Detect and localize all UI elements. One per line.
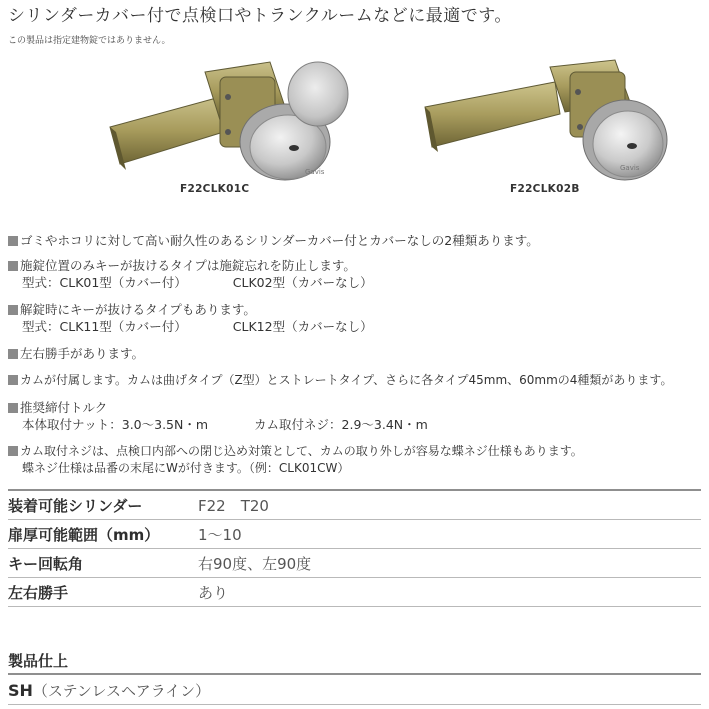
feature-item: 左右勝手があります。 — [8, 345, 144, 362]
disclaimer-note: この製品は指定建物錠ではありません。 — [8, 36, 171, 46]
finish-top-rule — [8, 673, 701, 675]
finish-value — [8, 680, 210, 701]
bullet-square-icon — [8, 305, 18, 315]
bullet-square-icon — [8, 403, 18, 413]
product-caption-1: F22CLK01C — [180, 183, 250, 195]
bullet-square-icon — [8, 261, 18, 271]
spec-value: あり — [198, 584, 229, 602]
bullet-square-icon — [8, 446, 18, 456]
spec-label: 扉厚可能範囲（mm） — [8, 526, 160, 544]
finish-desc: （ステンレスヘアライン） — [32, 682, 211, 700]
spec-row — [8, 549, 701, 578]
feature-item: ゴミやホコリに対して高い耐久性のあるシリンダーカバー付とカバーなしの2種類あります。 — [8, 232, 539, 249]
bullet-square-icon — [8, 349, 18, 359]
spec-label: キー回転角 — [8, 555, 84, 573]
spec-value: 右90度、左90度 — [198, 555, 312, 573]
spec-row — [8, 491, 701, 520]
feature-item: カム取付ネジは、点検口内部への閉じ込め対策として、カムの取り外しが容易な蝶ネジ仕様もあります。 蝶ネジ仕様は品番の末尾にWが付きます。（例：CLK01CW） — [8, 443, 583, 477]
spec-row — [8, 520, 701, 549]
spec-table — [8, 489, 701, 617]
bullet-square-icon — [8, 236, 18, 246]
spec-label: 装着可能シリンダー — [8, 497, 143, 515]
product-image-clk02b — [420, 52, 670, 192]
feature-item: 施錠位置のみキーが抜けるタイプは施錠忘れを防止します。 型式：CLK01型（カバー付） CLK02型（カバーなし） — [8, 257, 373, 291]
brand-mark-1: Gavis — [305, 168, 325, 176]
feature-item: カムが付属します。カムは曲げタイプ（Z型）とストレートタイプ、さらに各タイプ45mm、60mmの4種類があります。 — [8, 372, 672, 389]
finish-code: SH — [8, 681, 33, 700]
feature-item: 解錠時にキーが抜けるタイプもあります。 型式：CLK11型（カバー付） CLK12型（カバーなし） — [8, 301, 373, 335]
product-image-clk01c — [100, 52, 350, 192]
brand-mark-2: Gavis — [620, 164, 640, 172]
finish-bottom-rule — [8, 704, 701, 705]
feature-item: 推奨締付トルク 本体取付ナット：3.0〜3.5N・m カム取付ネジ：2.9〜3.4N・m — [8, 399, 428, 433]
spec-label: 左右勝手 — [8, 584, 69, 602]
spec-value: F22 T20 — [198, 497, 269, 515]
finish-title: 製品仕上 — [8, 652, 69, 670]
spec-value: 1〜10 — [198, 526, 242, 544]
page-title: シリンダーカバー付で点検口やトランクルームなどに最適です。 — [8, 6, 512, 26]
spec-row — [8, 578, 701, 607]
bullet-square-icon — [8, 375, 18, 385]
product-caption-2: F22CLK02B — [510, 183, 580, 195]
